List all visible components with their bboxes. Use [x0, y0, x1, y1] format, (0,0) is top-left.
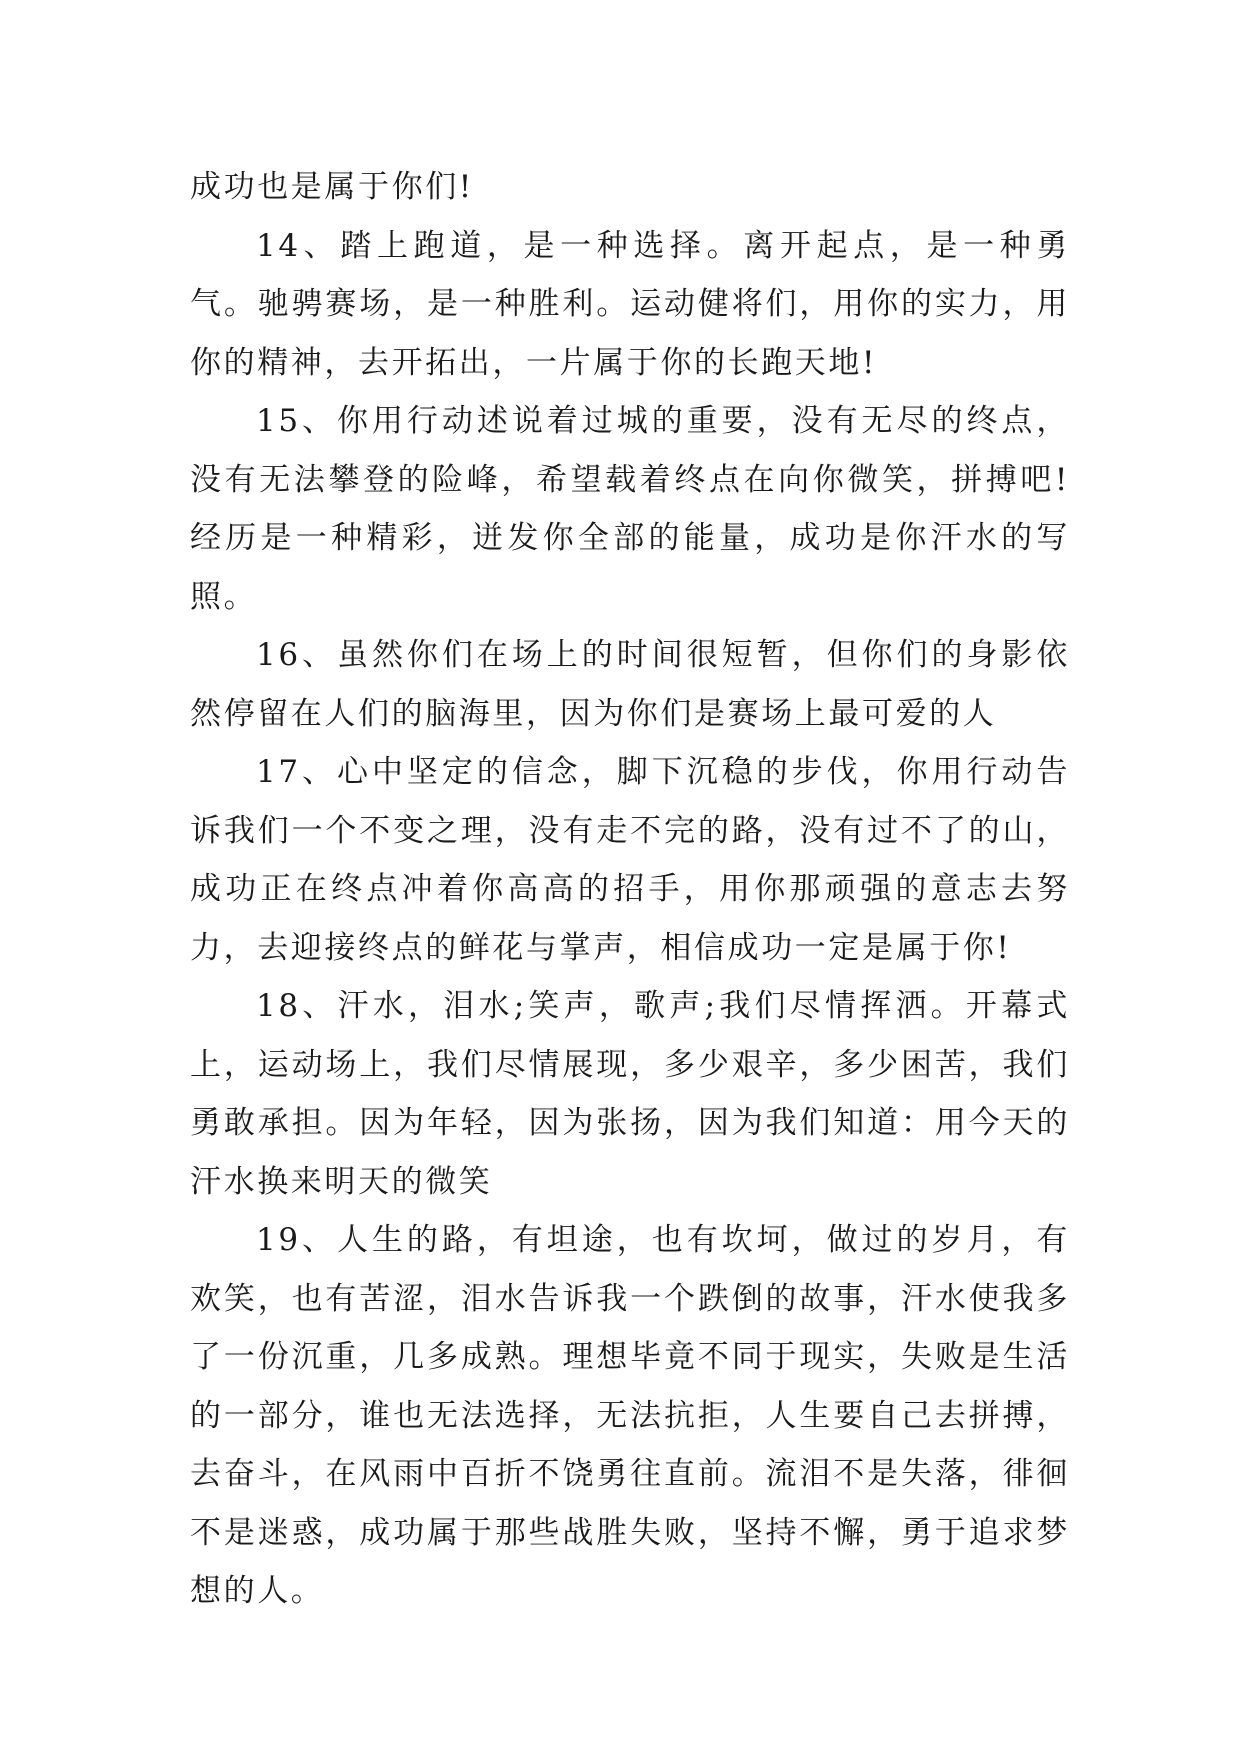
- paragraph-item-14: 14、踏上跑道，是一种选择。离开起点，是一种勇气。驰骋赛场，是一种胜利。运动健将们，用你的实力，用你的精神，去开拓出，一片属于你的长跑天地!: [190, 227, 1070, 381]
- paragraph-item-16: 16、虽然你们在场上的时间很短暂，但你们的身影依然停留在人们的脑海里，因为你们是赛场上最可爱的人: [190, 637, 1070, 732]
- paragraph-item-19: 19、人生的路，有坦途，也有坎坷，做过的岁月，有欢笑，也有苦涩，泪水告诉我一个跌倒的故事，汗水使我多了一份沉重，几多成熟。理想毕竟不同于现实，失败是生活的一部分，谁也无法选择，无法抗拒，人生要自己去拼搏，去奋斗，在风雨中百折不饶勇往直前。流泪不是失落，徘徊不是迷惑，成功属于那些战胜失败，坚持不懈，勇于追求梦想的人。: [190, 1222, 1070, 1609]
- paragraph-item-17: 17、心中坚定的信念，脚下沉稳的步伐，你用行动告诉我们一个不变之理，没有走不完的路，没有过不了的山，成功正在终点冲着你高高的招手，用你那顽强的意志去努力，去迎接终点的鲜花与掌声，相信成功一定是属于你!: [190, 754, 1070, 966]
- paragraph-continuation: 成功也是属于你们!: [190, 169, 474, 205]
- paragraph-item-15: 15、你用行动述说着过城的重要，没有无尽的终点，没有无法攀登的险峰，希望载着终点在向你微笑，拼搏吧!经历是一种精彩，迸发你全部的能量，成功是你汗水的写照。: [190, 403, 1070, 615]
- paragraph-item-18: 18、汗水，泪水;笑声，歌声;我们尽情挥洒。开幕式上，运动场上，我们尽情展现，多少艰辛，多少困苦，我们勇敢承担。因为年轻，因为张扬，因为我们知道：用今天的汗水换来明天的微笑: [190, 988, 1070, 1200]
- document-body: [190, 158, 1070, 1621]
